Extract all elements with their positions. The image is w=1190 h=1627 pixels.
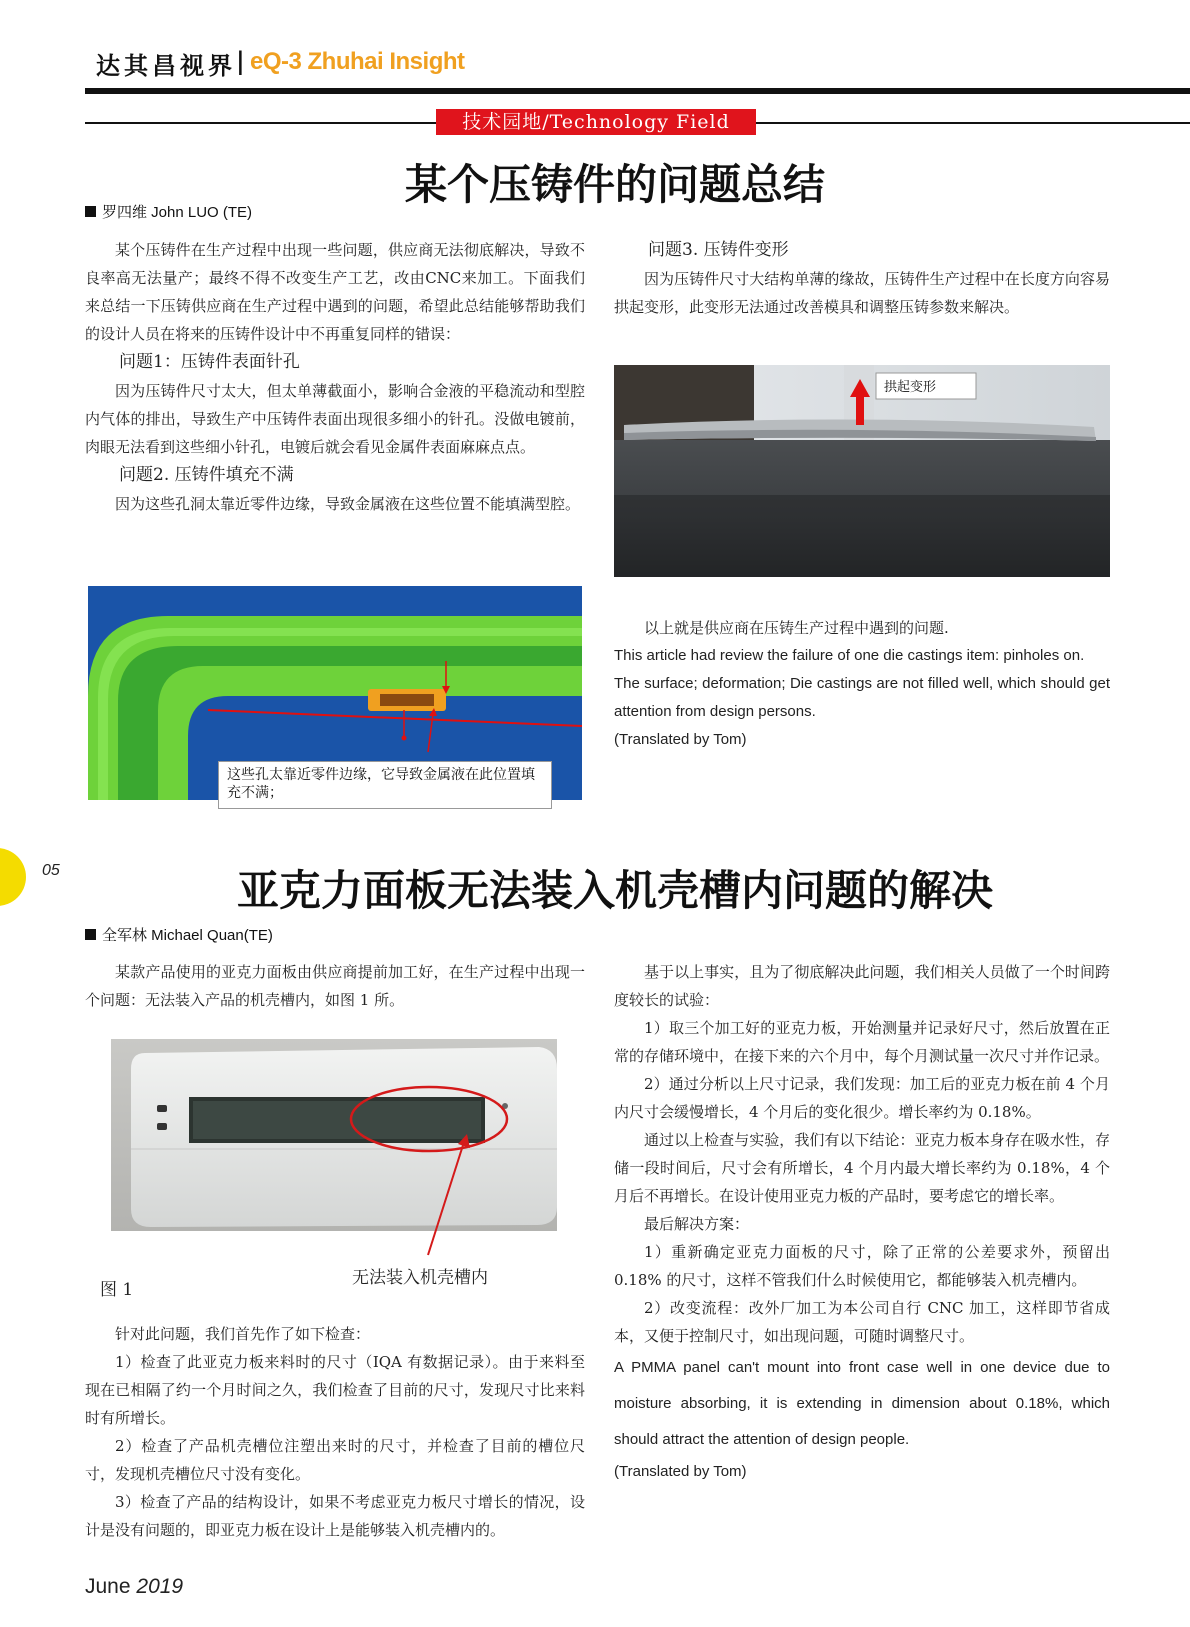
figure-annotation: 无法装入机壳槽内 — [352, 1268, 488, 1288]
article2-left-column — [85, 1320, 585, 1544]
author-bullet — [85, 206, 96, 217]
test-2: 2）通过分析以上尺寸记录，我们发现：加工后的亚克力板在前 4 个月内尺寸会缓慢增长，4 个月后的变化很少。增长率约为 0.18%。 — [614, 1075, 1110, 1121]
check-1: 1）检查了此亚克力板来料时的尺寸（IQA 有数据记录）。由于来料至现在已相隔了约一个月时间之久，我们检查了目前的尺寸，发现尺寸比来料时有所增长。 — [85, 1353, 585, 1427]
article1-summary — [614, 614, 1110, 754]
article2-right-column — [614, 958, 1110, 1486]
cad-image-caption: 这些孔太靠近零件边缘，它导致金属液在此位置填充不满； — [218, 761, 552, 809]
deformation-label: 拱起变形 — [884, 380, 937, 395]
article2-summary-en: A PMMA panel can't mount into front case well in one device due to moisture absorbing, it is extending in dimension about 0.18%, which should attract the attention of design people. — [614, 1359, 1110, 1448]
article2-translator: (Translated by Tom) — [614, 1463, 747, 1480]
article2-intro-block — [85, 958, 585, 1014]
author-bullet — [85, 929, 96, 940]
check-3: 3）检查了产品的结构设计，如果不考虑亚克力板尺寸增长的情况，设计是没有问题的，即亚克力板在设计上是能够装入机壳槽内的。 — [85, 1493, 585, 1539]
deformation-photo-illustration — [614, 365, 1110, 577]
conclusion: 通过以上检查与实验，我们有以下结论：亚克力板本身存在吸水性，存储一段时间后，尺寸会有所增长，4 个月内最大增长率约为 0.18%，4 个月后不再增长。在设计使用亚克力板的产品时，要考虑它的增长率。 — [614, 1131, 1110, 1205]
issue1-title: 问题1：压铸件表面针孔 — [119, 352, 300, 372]
solution-1: 1）重新确定亚克力面板的尺寸，除了正常的公差要求外，预留出 0.18% 的尺寸，这样不管我们什么时候使用它，都能够装入机壳槽内。 — [614, 1243, 1110, 1289]
test-1: 1）取三个加工好的亚克力板，开始测量并记录好尺寸，然后放置在正常的存储环境中，在接下来的六个月中，每个月测试量一次尺寸并作记录。 — [614, 1019, 1110, 1065]
article1-intro: 某个压铸件在生产过程中出现一些问题，供应商无法彻底解决，导致不良率高无法量产；最终不得不改变生产工艺，改由CNC来加工。下面我们来总结一下压铸供应商在生产过程中遇到的问题，希望此总结能够帮助我们的设计人员在将来的压铸件设计中不再重复同样的错误： — [85, 241, 585, 343]
article2-title: 亚克力面板无法装入机壳槽内问题的解决 — [236, 866, 993, 915]
article1-translator: (Translated by Tom) — [614, 731, 747, 748]
issue3-title: 问题3. 压铸件变形 — [648, 240, 789, 260]
title-separator: | — [236, 46, 245, 75]
annotation-arrow — [420, 1130, 480, 1260]
page-number: 05 — [42, 862, 60, 879]
issue-date — [85, 1575, 183, 1599]
deformation-photo — [614, 365, 1110, 577]
issue-month: June — [85, 1575, 131, 1598]
solution-2: 2）改变流程：改外厂加工为本公司自行 CNC 加工，这样即节省成本，又便于控制尺寸，如出现问题，可随时调整尺寸。 — [614, 1299, 1110, 1345]
issue2-title: 问题2. 压铸件填充不满 — [119, 465, 294, 485]
magazine-title-en: eQ-3 Zhuhai Insight — [250, 48, 465, 75]
issue3-text: 因为压铸件尺寸大结构单薄的缘故，压铸件生产过程中在长度方向容易拱起变形，此变形无法通过改善模具和调整压铸参数来解决。 — [614, 270, 1110, 316]
article1-title: 某个压铸件的问题总结 — [404, 160, 825, 209]
article1-author — [85, 201, 252, 222]
article1-left-column — [85, 236, 585, 518]
device-photo-illustration — [111, 1039, 557, 1231]
figure-label: 图 1 — [100, 1280, 134, 1300]
right-intro: 基于以上事实，且为了彻底解决此问题，我们相关人员做了一个时间跨度较长的试验： — [614, 963, 1110, 1009]
solution-title: 最后解决方案： — [644, 1215, 750, 1233]
article1-author-name: 罗四维 John LUO (TE) — [102, 204, 253, 221]
issue-year: 2019 — [136, 1575, 184, 1598]
article1-summary-en2: The surface; deformation; Die castings are not filled well, which should get attention from design persons. — [614, 675, 1110, 720]
article2-author-name: 全军林 Michael Quan(TE) — [102, 927, 273, 944]
issue2-text: 因为这些孔洞太靠近零件边缘，导致金属液在这些位置不能填满型腔。 — [115, 495, 581, 513]
check-intro: 针对此问题，我们首先作了如下检查： — [115, 1325, 371, 1343]
header-rule — [85, 88, 1190, 94]
article2-intro: 某款产品使用的亚克力面板由供应商提前加工好，在生产过程中出现一个问题：无法装入产品的机壳槽内，如图 1 所。 — [85, 963, 585, 1009]
check-2: 2）检查了产品机壳槽位注塑出来时的尺寸，并检查了目前的槽位尺寸，发现机壳槽位尺寸没有变化。 — [85, 1437, 585, 1483]
article1-summary-en1: This article had review the failure of one die castings item: pinholes on. — [614, 647, 1085, 664]
article1-summary-cn: 以上就是供应商在压铸生产过程中遇到的问题. — [644, 619, 949, 637]
issue1-text: 因为压铸件尺寸太大，但太单薄截面小，影响合金液的平稳流动和型腔内气体的排出，导致生产中压铸件表面出现很多细小的针孔。没做电镀前，肉眼无法看到这些细小针孔，电镀后就会看见金属件表面麻麻点点。 — [85, 382, 585, 456]
magazine-title-cn: 达其昌视界 — [96, 51, 236, 80]
section-tag: 技术园地/Technology Field — [436, 109, 756, 135]
device-photo — [111, 1039, 557, 1231]
article2-author — [85, 924, 273, 945]
article1-right-column — [614, 236, 1110, 321]
